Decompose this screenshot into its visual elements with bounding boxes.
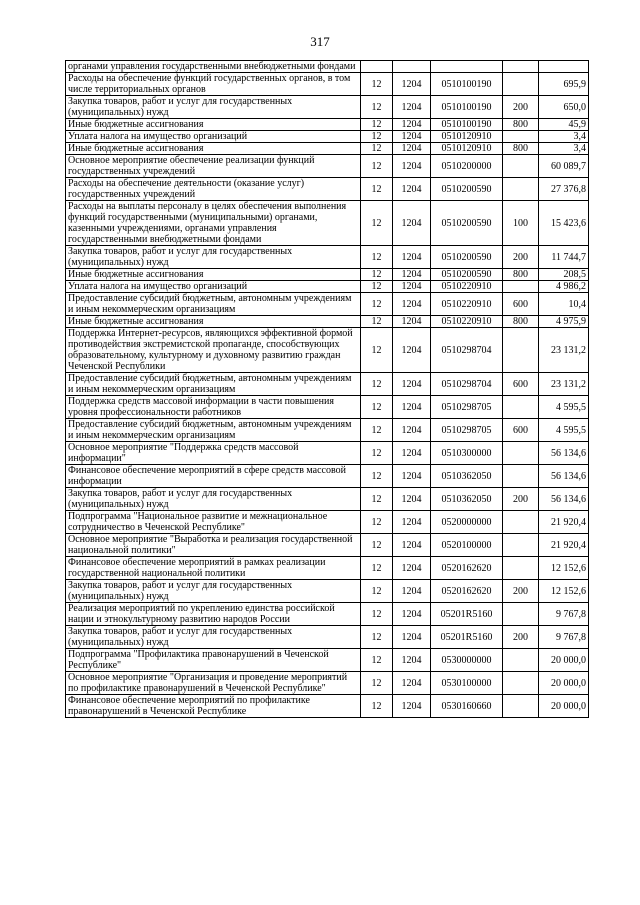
- row-target-article-cell: 0510298704: [431, 373, 503, 396]
- row-expense-type-cell: 600: [503, 373, 539, 396]
- row-target-article-cell: 0530100000: [431, 672, 503, 695]
- row-subsection-cell: 1204: [393, 246, 431, 269]
- row-subsection-cell: 1204: [393, 155, 431, 178]
- row-expense-type-cell: 600: [503, 419, 539, 442]
- row-subsection-cell: 1204: [393, 316, 431, 328]
- row-amount-cell: 4 595,5: [539, 396, 589, 419]
- row-section-cell: 12: [361, 293, 393, 316]
- table-row: [66, 96, 589, 119]
- table-row: [66, 73, 589, 96]
- row-section-cell: 12: [361, 143, 393, 155]
- row-section-cell: 12: [361, 488, 393, 511]
- row-name-cell: Основное мероприятие обеспечение реализации функций государственных учреждений: [66, 155, 361, 178]
- table-row: [66, 442, 589, 465]
- row-subsection-cell: 1204: [393, 603, 431, 626]
- row-amount-cell: 3,4: [539, 143, 589, 155]
- row-target-article-cell: 0520000000: [431, 511, 503, 534]
- table-row: [66, 511, 589, 534]
- table-row: [66, 316, 589, 328]
- row-expense-type-cell: 200: [503, 626, 539, 649]
- row-name-cell: Закупка товаров, работ и услуг для государственных (муниципальных) нужд: [66, 580, 361, 603]
- row-target-article-cell: 05201R5160: [431, 626, 503, 649]
- row-subsection-cell: 1204: [393, 143, 431, 155]
- row-expense-type-cell: [503, 695, 539, 718]
- row-target-article-cell: 0510362050: [431, 488, 503, 511]
- table-row: [66, 488, 589, 511]
- row-subsection-cell: 1204: [393, 293, 431, 316]
- table-row: [66, 396, 589, 419]
- row-expense-type-cell: [503, 649, 539, 672]
- row-expense-type-cell: [503, 178, 539, 201]
- table-row: [66, 534, 589, 557]
- row-subsection-cell: 1204: [393, 131, 431, 143]
- row-amount-cell: 21 920,4: [539, 511, 589, 534]
- row-expense-type-cell: [503, 442, 539, 465]
- row-subsection-cell: 1204: [393, 96, 431, 119]
- row-name-cell: Основное мероприятие "Организация и проведение мероприятий по профилактике правонарушений в Чеченской Республике": [66, 672, 361, 695]
- row-section-cell: 12: [361, 626, 393, 649]
- row-target-article-cell: 0510120910: [431, 131, 503, 143]
- row-section-cell: 12: [361, 373, 393, 396]
- row-target-article-cell: 0510362050: [431, 465, 503, 488]
- row-subsection-cell: 1204: [393, 178, 431, 201]
- row-name-cell: Финансовое обеспечение мероприятий в сфере средств массовой информации: [66, 465, 361, 488]
- table-row: [66, 328, 589, 373]
- row-subsection-cell: 1204: [393, 328, 431, 373]
- row-target-article-cell: 0510200590: [431, 269, 503, 281]
- row-section-cell: 12: [361, 603, 393, 626]
- row-subsection-cell: 1204: [393, 119, 431, 131]
- row-section-cell: 12: [361, 178, 393, 201]
- row-name-cell: Финансовое обеспечение мероприятий по профилактике правонарушений в Чеченской Республике: [66, 695, 361, 718]
- row-target-article-cell: 0510220910: [431, 316, 503, 328]
- budget-table: [65, 60, 589, 718]
- row-subsection-cell: 1204: [393, 695, 431, 718]
- row-subsection-cell: 1204: [393, 73, 431, 96]
- row-amount-cell: 10,4: [539, 293, 589, 316]
- row-amount-cell: [539, 61, 589, 73]
- row-section-cell: 12: [361, 442, 393, 465]
- row-section-cell: 12: [361, 328, 393, 373]
- row-expense-type-cell: [503, 281, 539, 293]
- row-section-cell: 12: [361, 316, 393, 328]
- row-section-cell: 12: [361, 281, 393, 293]
- row-subsection-cell: 1204: [393, 672, 431, 695]
- table-row: [66, 119, 589, 131]
- row-amount-cell: 56 134,6: [539, 442, 589, 465]
- table-row: [66, 155, 589, 178]
- row-expense-type-cell: [503, 155, 539, 178]
- row-expense-type-cell: [503, 61, 539, 73]
- row-name-cell: органами управления государственными внебюджетными фондами: [66, 61, 361, 73]
- row-target-article-cell: 0530160660: [431, 695, 503, 718]
- row-name-cell: Предоставление субсидий бюджетным, автономным учреждениям и иным некоммерческим организациям: [66, 419, 361, 442]
- row-name-cell: Иные бюджетные ассигнования: [66, 143, 361, 155]
- row-section-cell: [361, 61, 393, 73]
- row-section-cell: 12: [361, 119, 393, 131]
- row-target-article-cell: 0520162620: [431, 557, 503, 580]
- row-section-cell: 12: [361, 246, 393, 269]
- row-subsection-cell: 1204: [393, 281, 431, 293]
- row-name-cell: Расходы на обеспечение функций государственных органов, в том числе территориальных органов: [66, 73, 361, 96]
- row-amount-cell: 3,4: [539, 131, 589, 143]
- row-amount-cell: 21 920,4: [539, 534, 589, 557]
- row-target-article-cell: 0510120910: [431, 143, 503, 155]
- row-target-article-cell: 0510200590: [431, 246, 503, 269]
- row-target-article-cell: 0510220910: [431, 293, 503, 316]
- row-section-cell: 12: [361, 465, 393, 488]
- row-amount-cell: 12 152,6: [539, 580, 589, 603]
- table-row: [66, 649, 589, 672]
- row-amount-cell: 20 000,0: [539, 695, 589, 718]
- row-expense-type-cell: 800: [503, 316, 539, 328]
- row-name-cell: Уплата налога на имущество организаций: [66, 281, 361, 293]
- row-target-article-cell: 0510220910: [431, 281, 503, 293]
- table-row: [66, 201, 589, 246]
- row-expense-type-cell: 200: [503, 488, 539, 511]
- table-row: [66, 603, 589, 626]
- row-name-cell: Предоставление субсидий бюджетным, автономным учреждениям и иным некоммерческим организациям: [66, 293, 361, 316]
- table-row: [66, 131, 589, 143]
- row-expense-type-cell: [503, 672, 539, 695]
- row-target-article-cell: 0510100190: [431, 119, 503, 131]
- row-expense-type-cell: [503, 131, 539, 143]
- row-target-article-cell: 0510200590: [431, 201, 503, 246]
- row-name-cell: Расходы на выплаты персоналу в целях обеспечения выполнения функций государственными (муниципальными) органами, казенными учреждениями, органами управления государственными внебюджетными фондами: [66, 201, 361, 246]
- row-subsection-cell: 1204: [393, 626, 431, 649]
- row-subsection-cell: 1204: [393, 465, 431, 488]
- row-name-cell: Поддержка Интернет-ресурсов, являющихся эффективной формой противодействия экстремистской пропаганде, способствующих образовательному, культурному и духовному развитию граждан Чеченской Республики: [66, 328, 361, 373]
- row-name-cell: Иные бюджетные ассигнования: [66, 119, 361, 131]
- table-row: [66, 373, 589, 396]
- row-amount-cell: 695,9: [539, 73, 589, 96]
- row-expense-type-cell: 600: [503, 293, 539, 316]
- table-row: [66, 178, 589, 201]
- row-name-cell: Предоставление субсидий бюджетным, автономным учреждениям и иным некоммерческим организациям: [66, 373, 361, 396]
- table-row: [66, 626, 589, 649]
- table-row: [66, 465, 589, 488]
- row-section-cell: 12: [361, 557, 393, 580]
- row-expense-type-cell: [503, 465, 539, 488]
- row-amount-cell: 23 131,2: [539, 373, 589, 396]
- row-name-cell: Закупка товаров, работ и услуг для государственных (муниципальных) нужд: [66, 96, 361, 119]
- row-section-cell: 12: [361, 201, 393, 246]
- page-number: 317: [310, 34, 330, 49]
- row-subsection-cell: 1204: [393, 396, 431, 419]
- row-section-cell: 12: [361, 269, 393, 281]
- row-expense-type-cell: 800: [503, 269, 539, 281]
- row-section-cell: 12: [361, 511, 393, 534]
- row-subsection-cell: [393, 61, 431, 73]
- row-name-cell: Закупка товаров, работ и услуг для государственных (муниципальных) нужд: [66, 626, 361, 649]
- row-section-cell: 12: [361, 396, 393, 419]
- row-subsection-cell: 1204: [393, 534, 431, 557]
- row-amount-cell: 11 744,7: [539, 246, 589, 269]
- row-subsection-cell: 1204: [393, 419, 431, 442]
- row-name-cell: Иные бюджетные ассигнования: [66, 269, 361, 281]
- row-subsection-cell: 1204: [393, 649, 431, 672]
- row-name-cell: Основное мероприятие "Поддержка средств массовой информации": [66, 442, 361, 465]
- row-section-cell: 12: [361, 580, 393, 603]
- row-expense-type-cell: [503, 603, 539, 626]
- row-amount-cell: 4 595,5: [539, 419, 589, 442]
- row-section-cell: 12: [361, 419, 393, 442]
- row-name-cell: Основное мероприятие "Выработка и реализация государственной национальной политики": [66, 534, 361, 557]
- row-name-cell: Подпрограмма "Национальное развитие и межнациональное сотрудничество в Чеченской Республике": [66, 511, 361, 534]
- row-subsection-cell: 1204: [393, 269, 431, 281]
- row-target-article-cell: 0510200590: [431, 178, 503, 201]
- row-section-cell: 12: [361, 672, 393, 695]
- table-row: [66, 695, 589, 718]
- table-row: [66, 293, 589, 316]
- row-subsection-cell: 1204: [393, 488, 431, 511]
- table-row: [66, 580, 589, 603]
- table-row: [66, 269, 589, 281]
- row-amount-cell: 208,5: [539, 269, 589, 281]
- row-name-cell: Поддержка средств массовой информации в части повышения уровня профессиональности работников: [66, 396, 361, 419]
- row-name-cell: Расходы на обеспечение деятельности (оказание услуг) государственных учреждений: [66, 178, 361, 201]
- table-row: [66, 281, 589, 293]
- row-subsection-cell: 1204: [393, 201, 431, 246]
- row-target-article-cell: 0510200000: [431, 155, 503, 178]
- row-amount-cell: 20 000,0: [539, 672, 589, 695]
- row-target-article-cell: 0510100190: [431, 96, 503, 119]
- row-expense-type-cell: 200: [503, 580, 539, 603]
- row-target-article-cell: 0510298704: [431, 328, 503, 373]
- row-target-article-cell: 0520100000: [431, 534, 503, 557]
- row-target-article-cell: 0520162620: [431, 580, 503, 603]
- row-amount-cell: 4 986,2: [539, 281, 589, 293]
- row-subsection-cell: 1204: [393, 511, 431, 534]
- table-row: [66, 143, 589, 155]
- row-target-article-cell: 0510298705: [431, 419, 503, 442]
- row-section-cell: 12: [361, 73, 393, 96]
- row-subsection-cell: 1204: [393, 373, 431, 396]
- row-amount-cell: 45,9: [539, 119, 589, 131]
- row-amount-cell: 20 000,0: [539, 649, 589, 672]
- row-amount-cell: 4 975,9: [539, 316, 589, 328]
- row-amount-cell: 23 131,2: [539, 328, 589, 373]
- row-target-article-cell: [431, 61, 503, 73]
- row-expense-type-cell: [503, 73, 539, 96]
- row-name-cell: Реализация мероприятий по укреплению единства российской нации и этнокультурному развитию народов России: [66, 603, 361, 626]
- budget-table-body: [66, 61, 589, 718]
- row-amount-cell: 12 152,6: [539, 557, 589, 580]
- row-amount-cell: 15 423,6: [539, 201, 589, 246]
- row-amount-cell: 56 134,6: [539, 465, 589, 488]
- table-row: [66, 557, 589, 580]
- row-name-cell: Иные бюджетные ассигнования: [66, 316, 361, 328]
- row-amount-cell: 650,0: [539, 96, 589, 119]
- row-target-article-cell: 0510298705: [431, 396, 503, 419]
- table-row: [66, 672, 589, 695]
- row-target-article-cell: 05201R5160: [431, 603, 503, 626]
- row-expense-type-cell: 100: [503, 201, 539, 246]
- row-name-cell: Подпрограмма "Профилактика правонарушений в Чеченской Республике": [66, 649, 361, 672]
- row-name-cell: Финансовое обеспечение мероприятий в рамках реализации государственной национальной политики: [66, 557, 361, 580]
- row-amount-cell: 9 767,8: [539, 626, 589, 649]
- row-amount-cell: 60 089,7: [539, 155, 589, 178]
- row-section-cell: 12: [361, 131, 393, 143]
- row-subsection-cell: 1204: [393, 442, 431, 465]
- row-section-cell: 12: [361, 695, 393, 718]
- row-section-cell: 12: [361, 155, 393, 178]
- row-section-cell: 12: [361, 96, 393, 119]
- row-name-cell: Закупка товаров, работ и услуг для государственных (муниципальных) нужд: [66, 488, 361, 511]
- row-expense-type-cell: 800: [503, 119, 539, 131]
- row-section-cell: 12: [361, 534, 393, 557]
- row-expense-type-cell: 200: [503, 96, 539, 119]
- row-expense-type-cell: [503, 534, 539, 557]
- row-amount-cell: 9 767,8: [539, 603, 589, 626]
- row-expense-type-cell: [503, 396, 539, 419]
- row-amount-cell: 27 376,8: [539, 178, 589, 201]
- row-target-article-cell: 0510300000: [431, 442, 503, 465]
- row-name-cell: Закупка товаров, работ и услуг для государственных (муниципальных) нужд: [66, 246, 361, 269]
- row-expense-type-cell: [503, 328, 539, 373]
- row-subsection-cell: 1204: [393, 557, 431, 580]
- row-section-cell: 12: [361, 649, 393, 672]
- row-expense-type-cell: [503, 557, 539, 580]
- row-target-article-cell: 0530000000: [431, 649, 503, 672]
- row-expense-type-cell: [503, 511, 539, 534]
- row-subsection-cell: 1204: [393, 580, 431, 603]
- row-target-article-cell: 0510100190: [431, 73, 503, 96]
- row-expense-type-cell: 200: [503, 246, 539, 269]
- row-amount-cell: 56 134,6: [539, 488, 589, 511]
- table-row: [66, 246, 589, 269]
- row-name-cell: Уплата налога на имущество организаций: [66, 131, 361, 143]
- row-expense-type-cell: 800: [503, 143, 539, 155]
- table-row: [66, 419, 589, 442]
- table-row: [66, 61, 589, 73]
